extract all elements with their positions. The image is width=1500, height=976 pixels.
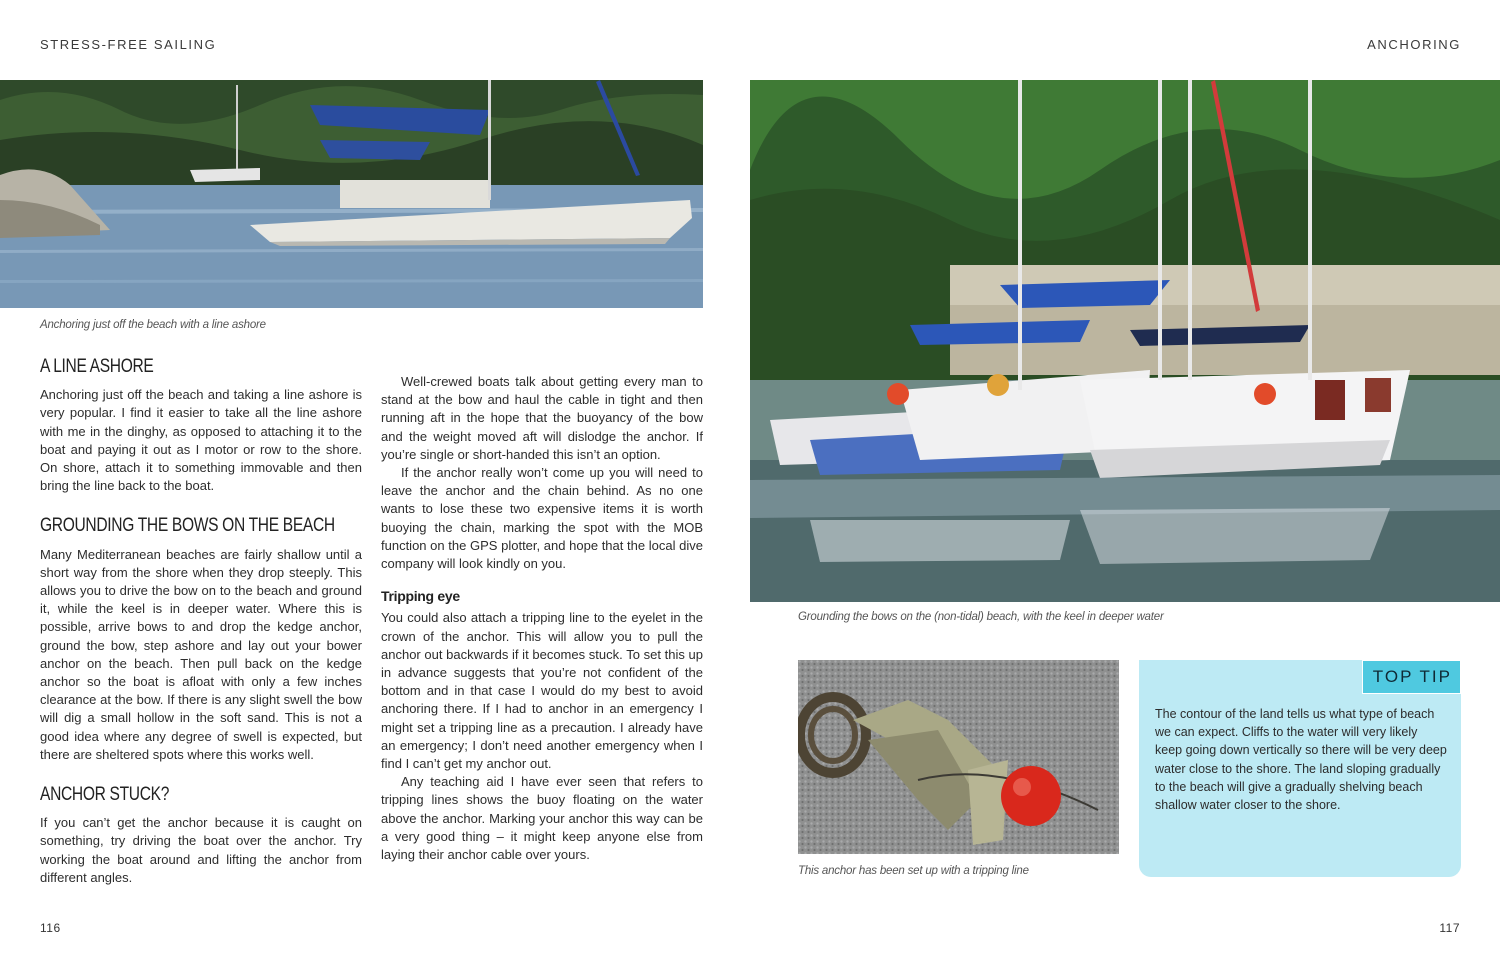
heading-tripping-eye: Tripping eye <box>381 588 460 605</box>
page-number-right: 117 <box>1439 921 1460 935</box>
yachts-photo <box>750 80 1500 602</box>
catamaran-photo <box>0 80 703 308</box>
heading-grounding: GROUNDING THE BOWS ON THE BEACH <box>40 515 335 537</box>
text-column-2 <box>381 373 703 864</box>
paragraph: If you can’t get the anchor because it is caught on something, try driving the boat over the anchor. Try working the boat around and lifting the anchor from different angles. <box>40 815 362 885</box>
anchor-photo <box>798 660 1119 854</box>
paragraph: You could also attach a tripping line to the eyelet in the crown of the anchor. This will allow you to pull the anchor out backwards if it becomes stuck. To set this up in advance suggests that you’re not confident of the bottom and in that case I would do my best to avoid anchoring there. If I had to anchor in an emergency I might set a tripping line as a precaution. I already have an emergency; I don’t need another emergency when I find I can’t get my anchor out. <box>381 610 703 772</box>
anchor-caption: This anchor has been set up with a tripping line <box>798 865 1029 877</box>
text-column-1 <box>40 358 362 887</box>
paragraph: If the anchor really won’t come up you will need to leave the anchor and the chain behind. As no one wants to lose these two expensive items it is worth buoying the chain, marking the spot with the MOB function on the GPS plotter, and hope that the local dive company will look kindly on you. <box>381 465 703 572</box>
catamaran-caption: Anchoring just off the beach with a line ashore <box>40 319 266 331</box>
paragraph: Anchoring just off the beach and taking a line ashore is very popular. I find it easier to take all the line ashore with me in the dinghy, as opposed to attaching it to the boat and paying it out as I motor or row to the shore. On shore, attach it to something immovable and then bring the line back to the boat. <box>40 387 362 494</box>
running-head-right: ANCHORING <box>1367 37 1461 52</box>
running-head-left: STRESS-FREE SAILING <box>40 37 217 52</box>
heading-anchor-stuck: ANCHOR STUCK? <box>40 784 170 806</box>
yachts-caption: Grounding the bows on the (non-tidal) beach, with the keel in deeper water <box>798 611 1164 623</box>
heading-line-ashore: A LINE ASHORE <box>40 356 154 377</box>
top-tip-label: TOP TIP <box>1362 660 1461 694</box>
paragraph: Many Mediterranean beaches are fairly shallow until a short way from the shore when they drop steeply. This allows you to drive the bow on to the beach and ground it, while the keel is in deeper water. Where this is possible, arrive bows to and drop the kedge anchor, ground the bow, step ashore and lay out your bower anchor on the beach. Then pull back on the kedge anchor so the boat is afloat with only a few inches clearance at the bow. If there is any slight swell the bow will dig a small hollow in the soft sand. This is not a good idea where any degree of swell is expected, but there are sheltered spots where this works well. <box>40 546 362 762</box>
top-tip-box <box>1139 660 1461 877</box>
paragraph: Well-crewed boats talk about getting every man to stand at the bow and haul the cable in tight and then running aft in the hope that the buoyancy of the bow and the weight moved aft will dislodge the anchor. If you’re single or short-handed this isn’t an option. <box>381 374 703 462</box>
page-number-left: 116 <box>40 921 61 935</box>
top-tip-text: The contour of the land tells us what type of beach we can expect. Cliffs to the water will very likely keep going down vertically so there will be very deep water close to the shore. The land sloping gradually to the beach will give a gradually shelving beach shallow water closer to the shore. <box>1155 707 1447 813</box>
paragraph: Any teaching aid I have ever seen that refers to tripping lines shows the buoy floating on the water above the anchor. Marking your anchor this way can be a very good thing – it might keep anyone else from laying their anchor cable over yours. <box>381 774 703 863</box>
